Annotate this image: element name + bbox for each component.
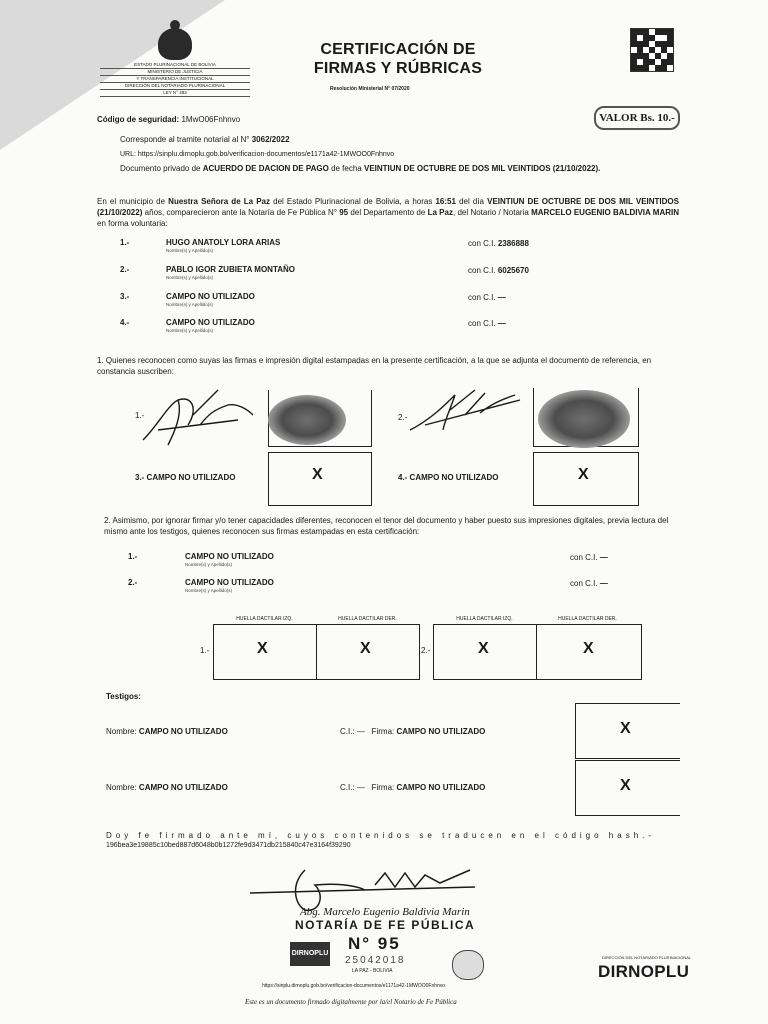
security-code-row	[97, 114, 240, 125]
intro-text: en forma voluntaria:	[97, 219, 168, 228]
signature-2-number: 2.-	[398, 413, 408, 422]
intro-text: del Estado Plurinacional de Bolivia, a horas	[273, 197, 433, 206]
person-name: CAMPO NO UTILIZADO	[185, 578, 274, 587]
testigo-name: CAMPO NO UTILIZADO	[138, 727, 228, 736]
row-number: 4.-	[120, 318, 130, 327]
ci-field: con C.I. 6025670	[468, 266, 529, 275]
security-code-value: 1MwO06Fnhnvo	[181, 115, 241, 124]
crest-line: DIRECCIÓN DEL NOTARIADO PLURINACIONAL	[100, 83, 250, 90]
name-caption: Nombre(s) y Apellido(s)	[166, 302, 214, 307]
testigos-title: Testigos:	[106, 692, 141, 701]
huella-izq-label: HUELLA DACTILAR IZQ.	[456, 616, 513, 622]
ci-field: con C.I. 2386888	[468, 239, 529, 248]
testigo-2	[106, 782, 228, 793]
document-title	[288, 40, 508, 78]
crest-line: Y TRANSPARENCIA INSTITUCIONAL	[100, 76, 250, 83]
huella-der-label: HUELLA DACTILAR DER.	[558, 616, 617, 622]
signature-4-label: 4.- CAMPO NO UTILIZADO	[398, 473, 499, 482]
security-code-label: Código de seguridad:	[97, 115, 180, 124]
row-number: 2.-	[120, 265, 130, 274]
url-row	[120, 149, 394, 160]
x-mark: X	[578, 466, 589, 483]
tramite-label: Corresponde al tramite notarial al N°	[120, 135, 250, 144]
doc-title: ACUERDO DE DACION DE PAGO	[202, 164, 329, 173]
signature-3-label: 3.- CAMPO NO UTILIZADO	[135, 473, 236, 482]
name-caption: Nombre(s) y Apellido(s)	[166, 248, 214, 253]
intro-text: años, comparecieron ante la Notaría de Fe Pública N°	[144, 208, 337, 217]
doc-prefix: Documento privado de	[120, 164, 201, 173]
ci-field: con C.I. —	[468, 293, 506, 302]
dirnoplu-logo: DIRNOPLU	[598, 962, 690, 981]
signature-1	[138, 385, 258, 450]
footer-url[interactable]: https://sinplu.dirnoplu.gob.bo/verificacion-documentos/e1171a42-1MWOO0Fnhnvo	[262, 983, 446, 989]
stamp-number: N° 95	[348, 934, 401, 953]
person-name: CAMPO NO UTILIZADO	[166, 318, 255, 327]
dirnoplu-subtitle: DIRECCIÓN DEL NOTARIADO PLURINACIONAL	[602, 955, 692, 960]
person-name: CAMPO NO UTILIZADO	[166, 292, 255, 301]
person-name: CAMPO NO UTILIZADO	[185, 552, 274, 561]
verification-url[interactable]: https://sinplu.dirnoplu.gob.bo/verificacion-documentos/e1171a42-1MWOO0Fnhnvo	[137, 151, 395, 158]
x-mark: X	[257, 640, 268, 657]
crest-line: LEY N° 483	[100, 90, 250, 97]
x-mark: X	[583, 640, 594, 657]
crest-line: ESTADO PLURINACIONAL DE BOLIVIA	[100, 62, 250, 69]
x-mark: X	[312, 466, 323, 483]
footer-note: Este es un documento firmado digitalmente por la/el Notario de Fe Pública	[245, 998, 457, 1006]
testigo-2-ci-firma: C.I.: — Firma: CAMPO NO UTILIZADO	[340, 783, 486, 792]
signature-1-number: 1.-	[135, 411, 145, 420]
fingerprint-2-icon	[538, 390, 630, 448]
section-2-text: 2. Asimismo, por ignorar firmar y/o tener capacidades diferentes, reconocen el tenor del documento y haber puesto sus impresiones digitales, previa lectura del mismo ante los testigos, quienes reconocen sus firmas estampadas en esta certificación:	[104, 516, 669, 536]
testigo-1	[106, 726, 228, 737]
notaria-number: 95	[339, 208, 349, 217]
name-caption: Nombre(s) y Apellido(s)	[166, 275, 214, 280]
nombre-label: Nombre:	[106, 727, 137, 736]
municipio: Nuestra Señora de La Paz	[168, 197, 270, 206]
signature-2	[405, 385, 530, 440]
title-line-2: FIRMAS Y RÚBRICAS	[313, 60, 483, 77]
ci-field: con C.I. —	[468, 319, 506, 328]
fecha: VEINTIUN DE OCTUBRE DE DOS MIL VEINTIDOS (21/10/2022)	[97, 197, 679, 217]
ci-field: con C.I. —	[570, 553, 608, 562]
nombre-label: Nombre:	[106, 783, 137, 792]
fingerprint-1-icon	[268, 395, 346, 445]
row-number: 1.-	[128, 552, 138, 561]
document-description	[120, 163, 660, 174]
row-number: 3.-	[120, 292, 130, 301]
x-mark: X	[360, 640, 371, 657]
huella-izq-label: HUELLA DACTILAR IZQ.	[236, 616, 293, 622]
huella-der-label: HUELLA DACTILAR DER.	[338, 616, 397, 622]
url-label: URL:	[120, 151, 136, 158]
intro-text: del Departamento de	[350, 208, 426, 217]
notario-name: MARCELO EUGENIO BALDIVIA MARIN	[531, 208, 679, 217]
notary-name-signature: Abg. Marcelo Eugenio Baldivia Marin	[300, 906, 470, 918]
tramite-row	[120, 134, 290, 145]
intro-text: , del Notario / Notaria	[452, 208, 529, 217]
row-number: 1.-	[120, 238, 130, 247]
notary-stamp-text: NOTARÍA DE FE PÚBLICA	[295, 918, 476, 932]
testigo-1-ci-firma: C.I.: — Firma: CAMPO NO UTILIZADO	[340, 727, 486, 736]
coat-of-arms-icon	[158, 28, 192, 60]
dirnoplu-small-logo: DIRNOPLU	[290, 942, 330, 966]
name-caption: Nombre(s) y Apellido(s)	[185, 562, 233, 567]
fingerprint-row-2-number: 2.-	[421, 646, 431, 655]
title-line-1: CERTIFICACIÓN DE	[320, 41, 476, 58]
departamento: La Paz	[427, 208, 453, 217]
fingerprint-row-1-number: 1.-	[200, 646, 210, 655]
ci-field: con C.I. —	[570, 579, 608, 588]
name-caption: Nombre(s) y Apellido(s)	[185, 588, 233, 593]
hash-statement: Doy fe firmado ante mí, cuyos contenidos se traducen en el código hash.-	[106, 831, 656, 840]
ministry-crest	[100, 28, 250, 97]
person-name: PABLO IGOR ZUBIETA MONTAÑO	[166, 265, 296, 274]
tramite-number: 3062/2022	[251, 135, 290, 144]
intro-text: del día	[459, 197, 484, 206]
qr-code-icon[interactable]	[630, 28, 674, 72]
x-mark: X	[620, 777, 631, 794]
crest-line: MINISTERIO DE JUSTICIA	[100, 69, 250, 76]
testigo-name: CAMPO NO UTILIZADO	[138, 783, 228, 792]
doc-mid: de fecha	[331, 164, 362, 173]
section-1-text: 1. Quienes reconocen como suyas las firmas e impresión digital estampadas en la presente certificación, a la que se adjunta el documento de referencia, en constancia suscriben:	[97, 356, 652, 376]
x-mark: X	[478, 640, 489, 657]
resolution-number: Resolución Ministerial N° 07/2020	[330, 86, 410, 92]
stamp-city: LA PAZ - BOLIVIA	[352, 968, 393, 974]
hora: 16:51	[435, 197, 456, 206]
intro-text: En el municipio de	[97, 197, 166, 206]
stamp-id: 25042018	[345, 955, 406, 966]
doc-date: VEINTIUN DE OCTUBRE DE DOS MIL VEINTIDOS (21/10/2022).	[364, 164, 601, 173]
hash-value: 196bea3e19885c10bed887d6048b0b1272fe9d3471db215840c47e3164f39290	[106, 842, 351, 849]
seal-icon	[452, 950, 484, 980]
value-stamp: VALOR Bs. 10.-	[594, 106, 680, 130]
x-mark: X	[620, 720, 631, 737]
row-number: 2.-	[128, 578, 138, 587]
intro-paragraph	[97, 196, 679, 229]
name-caption: Nombre(s) y Apellido(s)	[166, 328, 214, 333]
person-name: HUGO ANATOLY LORA ARIAS	[166, 238, 281, 247]
